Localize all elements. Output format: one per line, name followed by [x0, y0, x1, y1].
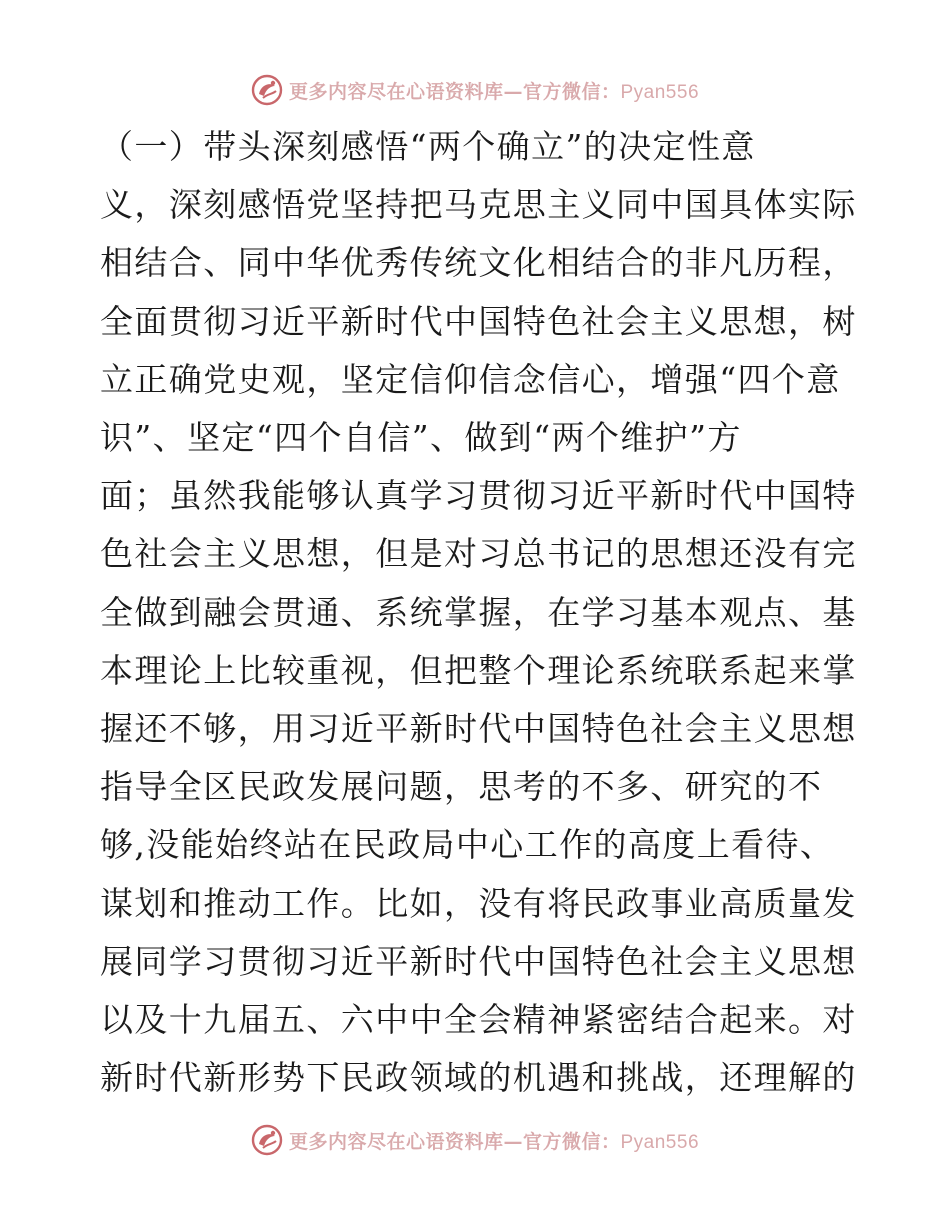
- text-line: 全做到融会贯通、系统掌握，在学习基本观点、基: [100, 592, 857, 632]
- watermark-site: 更多内容尽在心语资料库: [288, 1130, 504, 1153]
- text-line: 识”、坚定“四个自信”、做到“两个维护”方: [100, 418, 742, 458]
- watermark-site: 更多内容尽在心语资料库: [288, 80, 504, 103]
- text-line: （一）带头深刻感悟“两个确立”的决定性意: [100, 127, 756, 166]
- text-line: 指导全区民政发展问题，思考的不多、研究的不: [100, 767, 823, 807]
- red-swirl-logo-icon: [251, 74, 283, 106]
- red-swirl-logo-icon: [251, 1124, 283, 1156]
- watermark-wechat-label: 官方微信：: [522, 1130, 621, 1153]
- text-line: 色社会主义思想，但是对习总书记的思想还没有完: [100, 534, 857, 574]
- watermark-separator: —: [503, 80, 523, 103]
- watermark-wechat-id: Pyan556: [620, 81, 700, 103]
- text-line: 本理论上比较重视，但把整个理论系统联系起来掌: [100, 650, 857, 690]
- text-line: 够,没能始终站在民政局中心工作的高度上看待、: [100, 825, 835, 865]
- text-line: 立正确党史观，坚定信仰信念信心，增强“四个意: [100, 359, 841, 399]
- watermark-header: [0, 72, 950, 108]
- watermark-footer: [0, 1122, 950, 1158]
- watermark-separator: —: [503, 1130, 523, 1153]
- watermark-footer-inner: [251, 1124, 699, 1156]
- text-line: 全面贯彻习近平新时代中国特色社会主义思想，树: [100, 301, 857, 341]
- watermark-text: [289, 1127, 699, 1154]
- document-body: [100, 118, 857, 1107]
- text-line: 握还不够，用习近平新时代中国特色社会主义思想: [100, 709, 857, 749]
- text-line: 相结合、同中华优秀传统文化相结合的非凡历程，: [100, 243, 857, 283]
- watermark-wechat-id: Pyan556: [620, 1131, 700, 1153]
- text-line: 面；虽然我能够认真学习贯彻习近平新时代中国特: [100, 476, 857, 516]
- text-line: 义，深刻感悟党坚持把马克思主义同中国具体实际: [100, 185, 857, 225]
- watermark-wechat-label: 官方微信：: [522, 80, 621, 103]
- watermark-header-inner: [251, 74, 699, 106]
- text-line: 新时代新形势下民政领域的机遇和挑战，还理解的: [100, 1058, 857, 1098]
- text-line: 以及十九届五、六中中全会精神紧密结合起来。对: [100, 1000, 857, 1040]
- text-line: 展同学习贯彻习近平新时代中国特色社会主义思想: [100, 941, 857, 981]
- text-line: 谋划和推动工作。比如，没有将民政事业高质量发: [100, 883, 857, 923]
- watermark-text: [289, 77, 699, 104]
